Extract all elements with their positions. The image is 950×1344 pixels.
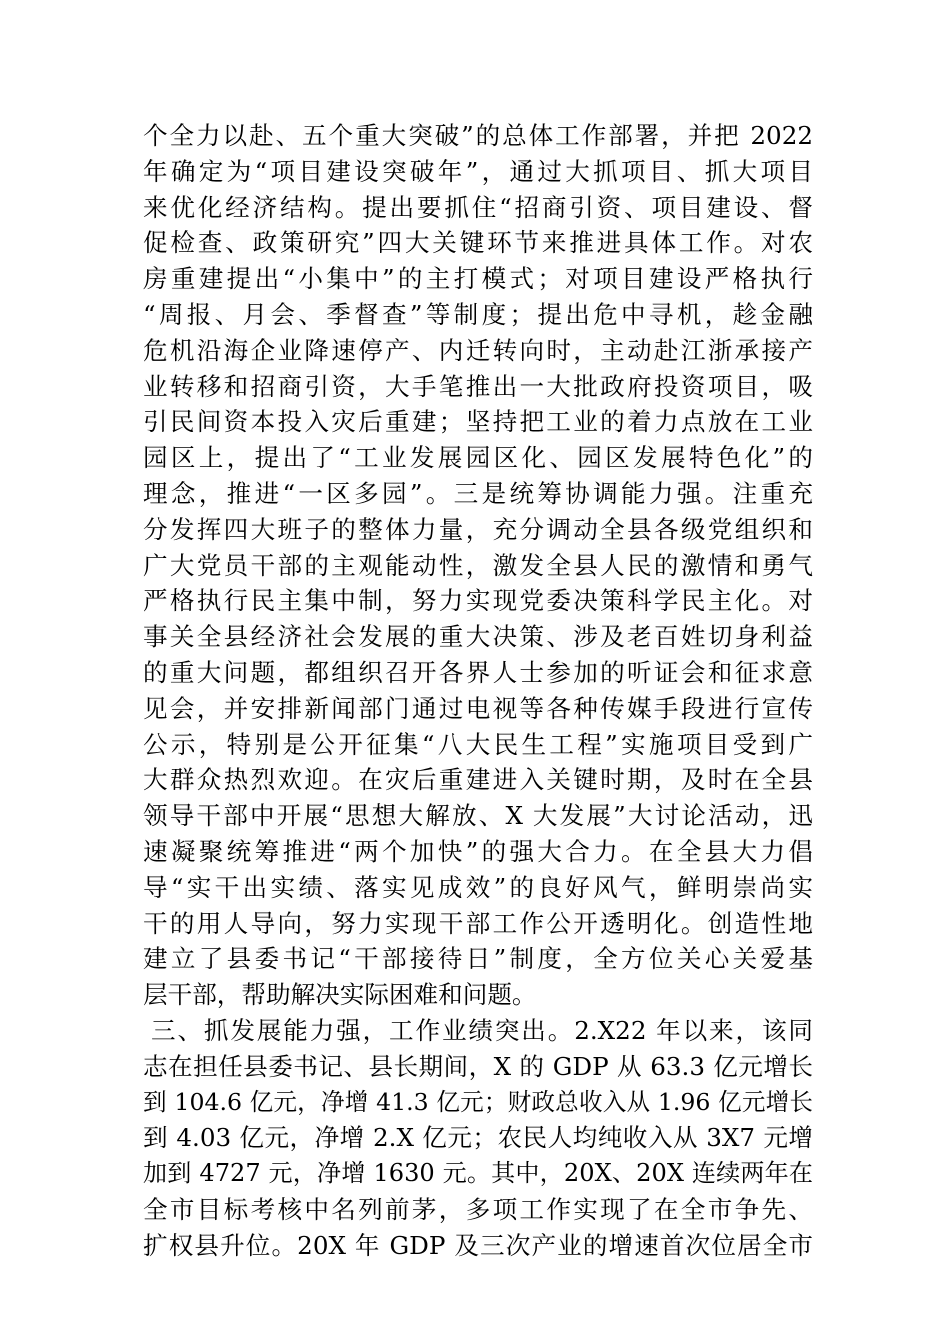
- text-line-10: 园区上，提出了“工业发展园区化、园区发展特色化”的: [143, 443, 813, 473]
- text-line-9: 引民间资本投入灾后重建；坚持把工业的着力点放在工业: [143, 407, 813, 437]
- text-line-2: 年确定为“项目建设突破年”，通过大抓项目、抓大项目: [143, 156, 813, 186]
- text-line-23: 干的用人导向，努力实现干部工作公开透明化。创造性地: [143, 908, 813, 938]
- text-line-16: 的重大问题，都组织召开各界人士参加的听证会和征求意: [143, 657, 813, 687]
- text-line-4: 促检查、政策研究”四大关键环节来推进具体工作。对农: [143, 228, 813, 258]
- text-line-11: 理念，推进“一区多园”。三是统筹协调能力强。注重充: [143, 478, 813, 508]
- text-line-31: 全市目标考核中名列前茅，多项工作实现了在全市争先、: [143, 1194, 813, 1224]
- paragraph-end-line: 层干部，帮助解决实际困难和问题。: [143, 980, 537, 1010]
- text-line-13: 广大党员干部的主观能动性，激发全县人民的激情和勇气: [143, 550, 813, 580]
- text-line-15: 事关全县经济社会发展的重大决策、涉及老百姓切身利益: [143, 622, 813, 652]
- text-line-7: 危机沿海企业降速停产、内迁转向时，主动赴江浙承接产: [143, 335, 813, 365]
- text-line-32: 扩权县升位。20X 年 GDP 及三次产业的增速首次位居全市: [143, 1230, 813, 1260]
- text-line-22: 导“实干出实绩、落实见成效”的良好风气，鲜明崇尚实: [143, 872, 813, 902]
- text-line-17: 见会，并安排新闻部门通过电视等各种传媒手段进行宣传: [143, 693, 813, 723]
- body-text: [143, 118, 813, 1264]
- text-line-20: 领导干部中开展“思想大解放、X 大发展”大讨论活动，迅: [143, 801, 813, 831]
- text-line-12: 分发挥四大班子的整体力量，充分调动全县各级党组织和: [143, 514, 813, 544]
- text-line-27: 志在担任县委书记、县长期间，X 的 GDP 从 63.3 亿元增长: [143, 1051, 813, 1081]
- text-line-28: 到 104.6 亿元，净增 41.3 亿元；财政总收入从 1.96 亿元增长: [143, 1087, 813, 1116]
- text-line-18: 公示，特别是公开征集“八大民生工程”实施项目受到广: [143, 729, 813, 759]
- text-line-8: 业转移和招商引资，大手笔推出一大批政府投资项目，吸: [143, 371, 813, 401]
- text-line-21: 速凝聚统筹推进“两个加快”的强大合力。在全县大力倡: [143, 836, 813, 866]
- text-line-5: 房重建提出“小集中”的主打模式；对项目建设严格执行: [143, 264, 813, 294]
- section-three-heading-line: 三、抓发展能力强，工作业绩突出。2.X22 年以来，该同: [151, 1015, 813, 1045]
- text-line-29: 到 4.03 亿元，净增 2.X 亿元；农民人均纯收入从 3X7 元增: [143, 1123, 813, 1153]
- text-line-14: 严格执行民主集中制，努力实现党委决策科学民主化。对: [143, 586, 813, 616]
- text-line-6: “周报、月会、季督查”等制度；提出危中寻机，趁金融: [143, 299, 813, 329]
- text-line-24: 建立了县委书记“干部接待日”制度，全方位关心关爱基: [143, 944, 813, 974]
- text-line-1: 个全力以赴、五个重大突破”的总体工作部署，并把 2022: [143, 121, 813, 150]
- text-line-19: 大群众热烈欢迎。在灾后重建进入关键时期，及时在全县: [143, 765, 813, 795]
- text-line-30: 加到 4727 元，净增 1630 元。其中，20X、20X 连续两年在: [143, 1159, 813, 1188]
- text-line-3: 来优化经济结构。提出要抓住“招商引资、项目建设、督: [143, 192, 813, 222]
